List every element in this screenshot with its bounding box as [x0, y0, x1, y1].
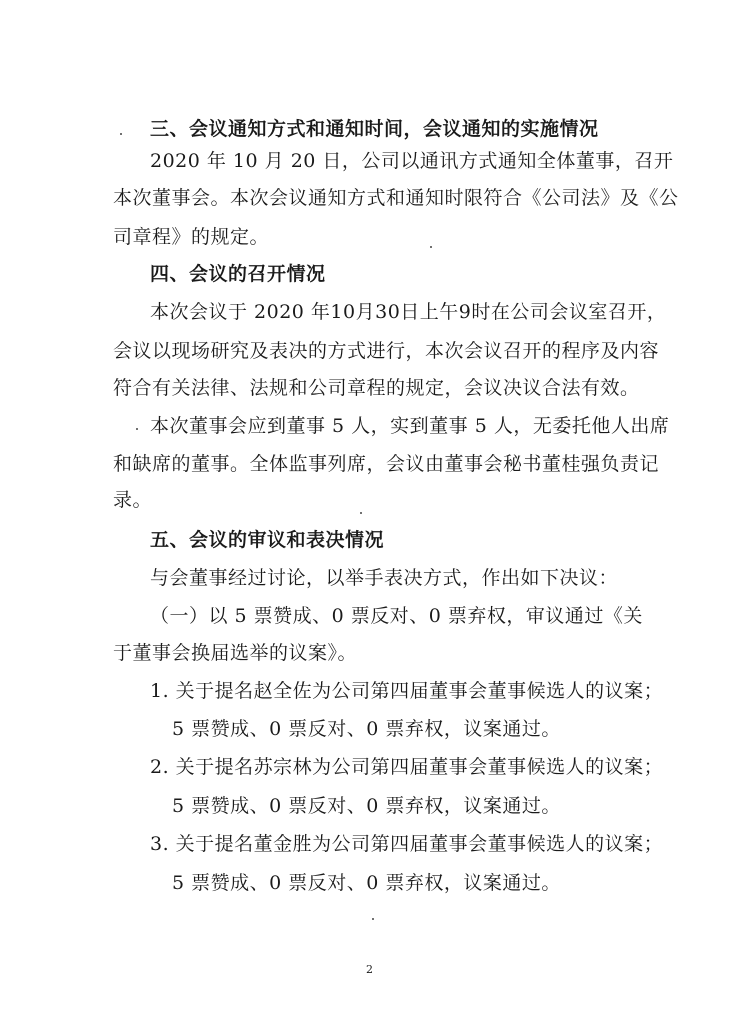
paragraph-line: 录。 — [113, 489, 153, 511]
scan-speck — [372, 918, 374, 920]
paragraph-line: 司章程》的规定。 — [113, 226, 270, 248]
section-heading-convening: 四、会议的召开情况 — [150, 263, 326, 285]
paragraph-line: 和缺席的董事。全体监事列席，会议由董事会秘书董桂强负责记 — [113, 453, 660, 475]
paragraph-line: 2020 年 10 月 20 日，公司以通讯方式通知全体董事，召开 — [150, 150, 674, 172]
list-item: 1. 关于提名赵全佐为公司第四届董事会董事候选人的议案； — [150, 680, 664, 702]
vote-result-line: 5 票赞成、0 票反对、0 票弃权，议案通过。 — [172, 795, 561, 817]
section-heading-resolutions: 五、会议的审议和表决情况 — [150, 529, 385, 551]
section-heading-notice: 三、会议通知方式和通知时间，会议通知的实施情况 — [150, 118, 599, 140]
paragraph-line: （一）以 5 票赞成、0 票反对、0 票弃权，审议通过《关 — [150, 605, 643, 627]
page-number: 2 — [366, 963, 373, 976]
paragraph-line: 于董事会换届选举的议案》。 — [113, 642, 358, 664]
scan-speck — [430, 246, 432, 248]
paragraph-line: 本次董事会。本次会议通知方式和通知时限符合《公司法》及《公 — [113, 187, 679, 209]
vote-result-line: 5 票赞成、0 票反对、0 票弃权，议案通过。 — [172, 872, 561, 894]
scan-speck — [120, 133, 122, 135]
scan-speck — [136, 428, 138, 430]
paragraph-line: 符合有关法律、法规和公司章程的规定，会议决议合法有效。 — [113, 377, 640, 399]
list-item: 2. 关于提名苏宗林为公司第四届董事会董事候选人的议案； — [150, 756, 664, 778]
vote-result-line: 5 票赞成、0 票反对、0 票弃权，议案通过。 — [172, 718, 561, 740]
paragraph-line: 与会董事经过讨论，以举手表决方式，作出如下决议： — [150, 567, 619, 589]
paragraph-line: 会议以现场研究及表决的方式进行，本次会议召开的程序及内容 — [113, 340, 660, 362]
paragraph-line: 本次会议于 2020 年10月30日上午9时在公司会议室召开， — [150, 301, 667, 323]
scan-speck — [360, 512, 362, 514]
list-item: 3. 关于提名董金胜为公司第四届董事会董事候选人的议案； — [150, 833, 664, 855]
paragraph-line: 本次董事会应到董事 5 人，实到董事 5 人，无委托他人出席 — [150, 415, 670, 437]
